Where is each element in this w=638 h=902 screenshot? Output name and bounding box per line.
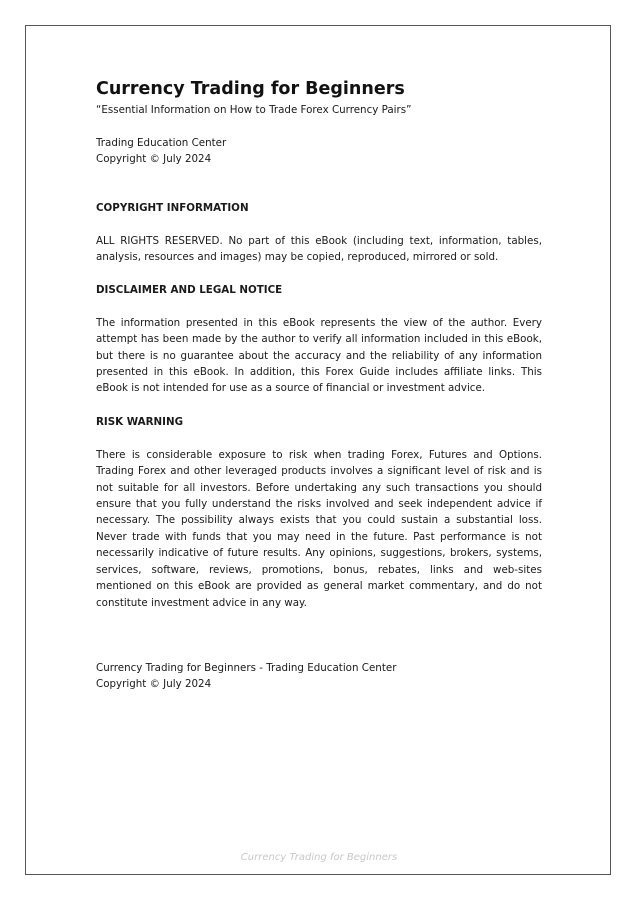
disclaimer-heading: DISCLAIMER AND LEGAL NOTICE xyxy=(96,283,283,296)
closing-title-line: Currency Trading for Beginners - Trading Education Center xyxy=(96,661,397,674)
copyright-line: Copyright © July 2024 xyxy=(96,153,212,165)
closing-block xyxy=(96,660,542,692)
document-title: Currency Trading for Beginners xyxy=(96,79,405,99)
closing-copyright-line: Copyright © July 2024 xyxy=(96,677,212,690)
copyright-paragraph: ALL RIGHTS RESERVED. No part of this eBook (including text, information, tables, analysis, resources and images) may be copied, reproduced, mirrored or sold. xyxy=(96,235,542,264)
risk-warning-paragraph: There is considerable exposure to risk when trading Forex, Futures and Options. Trading Forex and other leveraged products involves a significant level of risk and is not suitable for all investors. Before undertaking any such transactions you should ensure that you fully understand the risks involved and seek independent advice if necessary. The possibility always exists that you could sustain a substantial loss. Never trade with funds that you may need in the future. Past performance is not necessarily indicative of future results. Any opinions, suggestions, brokers, systems, services, software, reviews, promotions, bonus, rebates, links and web-sites mentioned on this eBook are provided as general market commentary, and do not constitute investment advice in any way. xyxy=(96,448,542,609)
organization-block xyxy=(96,135,542,167)
document-subtitle: “Essential Information on How to Trade Forex Currency Pairs” xyxy=(96,104,412,116)
document-body xyxy=(96,78,542,692)
disclaimer-paragraph: The information presented in this eBook represents the view of the author. Every attempt has been made by the author to verify all information included in this eBook, but there is no guarantee about the accuracy and the reliability of any information presented in this eBook. In addition, this Forex Guide includes affiliate links. This eBook is not intended for use as a source of financial or investment advice. xyxy=(96,316,542,395)
copyright-heading: COPYRIGHT INFORMATION xyxy=(96,202,249,214)
footer-watermark: Currency Trading for Beginners xyxy=(240,852,398,863)
organization-name: Trading Education Center xyxy=(96,137,227,149)
risk-warning-heading: RISK WARNING xyxy=(96,415,184,428)
